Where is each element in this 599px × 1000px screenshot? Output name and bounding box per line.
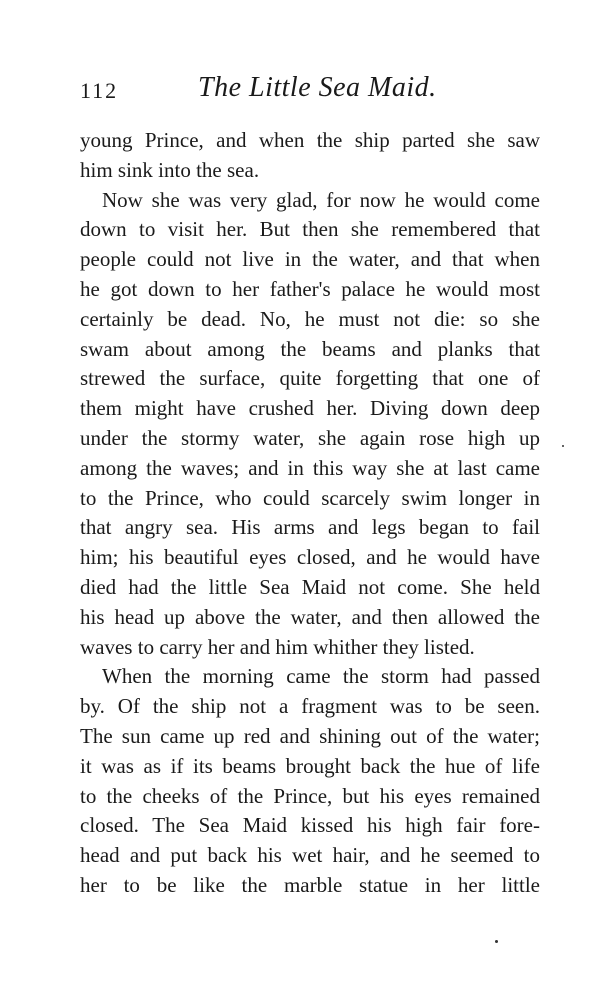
- text-line: people could not live in the water, and that when: [80, 247, 540, 272]
- text-line: it was as if its beams brought back the hue of life: [80, 753, 540, 778]
- text-line: to the Prince, who could scarcely swim longer in: [80, 485, 540, 510]
- text-line: her to be like the marble statue in her little: [80, 872, 540, 897]
- running-title: The Little Sea Maid.: [198, 72, 437, 103]
- text-line: his head up above the water, and then allowed the: [80, 604, 540, 629]
- text-line: down to visit her. But then she remembered that: [80, 217, 540, 242]
- text-line: among the waves; and in this way she at last came: [80, 455, 540, 480]
- text-line: The sun came up red and shining out of the water;: [80, 723, 540, 748]
- text-line: waves to carry her and him whither they listed.: [80, 634, 475, 659]
- running-head: [80, 72, 540, 108]
- text-line: When the morning came the storm had passed: [102, 664, 540, 689]
- text-line: by. Of the ship not a fragment was to be seen.: [80, 694, 540, 719]
- text-line: head and put back his wet hair, and he seemed to: [80, 843, 540, 868]
- text-line: swam about among the beams and planks that: [80, 336, 540, 361]
- text-line: him sink into the sea.: [80, 157, 260, 182]
- text-line: to the cheeks of the Prince, but his eyes remained: [80, 783, 540, 808]
- text-line: closed. The Sea Maid kissed his high fair fore-: [80, 813, 540, 838]
- text-line: Now she was very glad, for now he would come: [102, 187, 540, 212]
- body-text: [80, 126, 540, 901]
- text-line: died had the little Sea Maid not come. She held: [80, 574, 540, 599]
- text-line: strewed the surface, quite forgetting that one of: [80, 366, 540, 391]
- text-line: them might have crushed her. Diving down deep: [80, 396, 540, 421]
- text-line: certainly be dead. No, he must not die: so she: [80, 306, 540, 331]
- text-line: under the stormy water, she again rose high up: [80, 425, 540, 450]
- page-number: 112: [80, 78, 119, 103]
- text-line: he got down to her father's palace he would most: [80, 276, 540, 301]
- text-line: young Prince, and when the ship parted she saw: [80, 128, 540, 152]
- ink-speck: [562, 445, 564, 447]
- ink-speck: [495, 940, 498, 943]
- text-line: that angry sea. His arms and legs began to fail: [80, 515, 540, 540]
- text-line: him; his beautiful eyes closed, and he would have: [80, 545, 540, 570]
